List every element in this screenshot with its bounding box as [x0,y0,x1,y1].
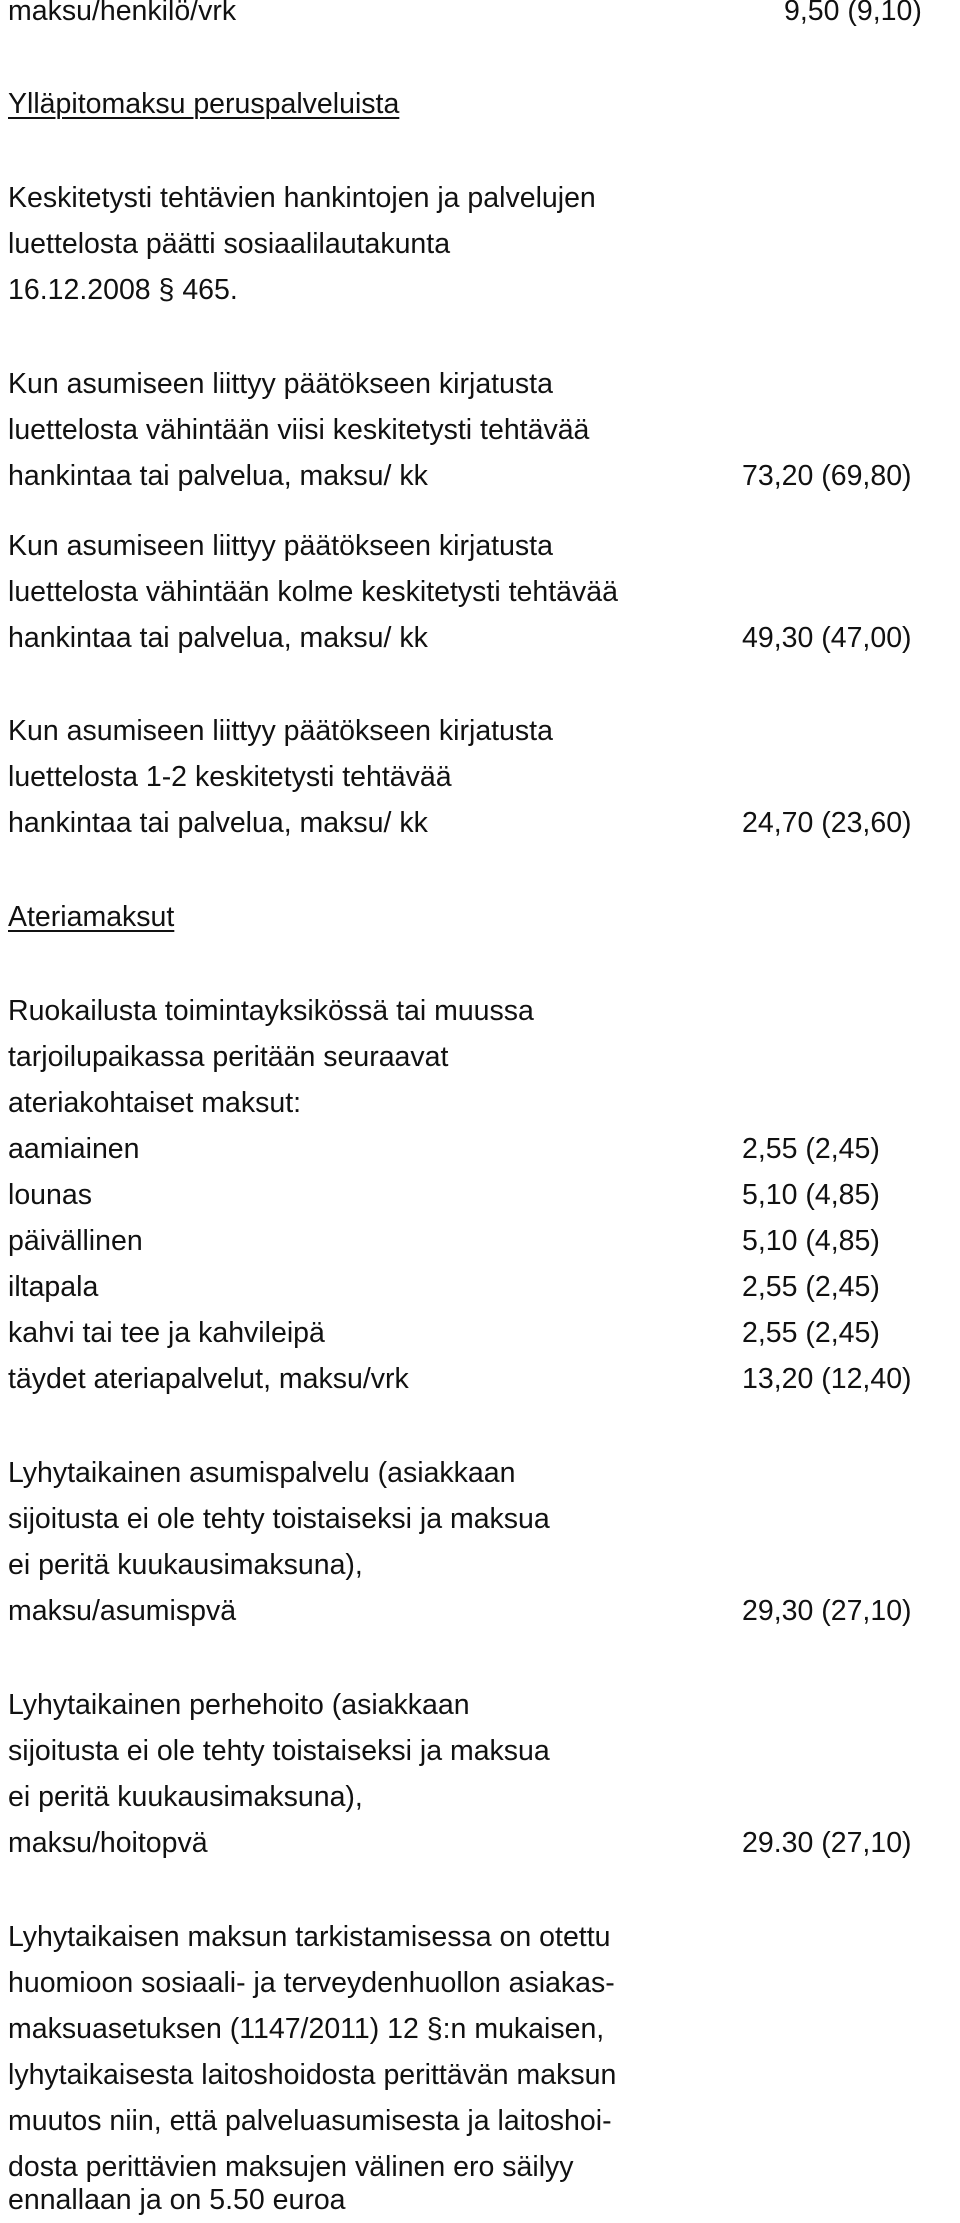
meal-label: lounas [8,1179,92,1211]
text-line: Keskitetysti tehtävien hankintojen ja palvelujen [8,182,596,214]
text-line: Ruokailusta toimintayksikössä tai muussa [8,995,534,1027]
text-line: luettelosta vähintään kolme keskitetysti tehtävää [8,576,618,608]
meal-value: 13,20 (12,40) [742,1363,912,1395]
meal-label: iltapala [8,1271,99,1303]
text-line: sijoitusta ei ole tehty toistaiseksi ja maksua [8,1735,550,1767]
fee-value: 73,20 (69,80) [742,460,912,492]
text-line: luettelosta 1-2 keskitetysti tehtävää [8,761,452,793]
fee-value: 49,30 (47,00) [742,622,912,654]
fee-row [8,453,954,499]
fee-row [8,615,954,661]
fee-label: hankintaa tai palvelua, maksu/ kk [8,807,428,839]
meal-row [8,1126,954,1172]
fee-label: maksu/henkilö/vrk [8,0,237,27]
text-line: Kun asumiseen liittyy päätökseen kirjatusta [8,715,553,747]
meal-row [8,1218,954,1264]
text-line: 16.12.2008 § 465. [8,274,238,306]
meal-value: 5,10 (4,85) [742,1225,880,1257]
fee-value: 29,30 (27,10) [742,1595,912,1627]
text-line: Lyhytaikainen asumispalvelu (asiakkaan [8,1457,516,1489]
text-line: huomioon sosiaali- ja terveydenhuollon asiakas- [8,1967,615,1999]
text-line: ateriakohtaiset maksut: [8,1087,302,1119]
section-heading: Ylläpitomaksu peruspalveluista [8,88,400,120]
meal-row [8,1172,954,1218]
meal-row [8,1264,954,1310]
text-line: lyhytaikaisesta laitoshoidosta perittävän maksun [8,2059,617,2091]
meal-row [8,1356,954,1402]
fee-label: maksu/hoitopvä [8,1827,208,1859]
fee-row [8,800,954,846]
meal-label: aamiainen [8,1133,140,1165]
fee-label: maksu/asumispvä [8,1595,237,1627]
text-line: ei peritä kuukausimaksuna), [8,1781,363,1813]
text-line: Kun asumiseen liittyy päätökseen kirjatusta [8,530,553,562]
meal-value: 5,10 (4,85) [742,1179,880,1211]
text-line: Lyhytaikaisen maksun tarkistamisessa on otettu [8,1921,611,1953]
fee-value: 29.30 (27,10) [742,1827,912,1859]
text-line: ei peritä kuukausimaksuna), [8,1549,363,1581]
meal-row [8,1310,954,1356]
fee-row [8,1588,954,1634]
fee-value: 9,50 (9,10) [784,0,922,27]
meal-value: 2,55 (2,45) [742,1271,880,1303]
meal-label: päivällinen [8,1225,143,1257]
meal-label: kahvi tai tee ja kahvileipä [8,1317,325,1349]
fee-value: 24,70 (23,60) [742,807,912,839]
text-line: sijoitusta ei ole tehty toistaiseksi ja maksua [8,1503,550,1535]
text-line: muutos niin, että palveluasumisesta ja laitoshoi- [8,2105,612,2137]
text-line: Lyhytaikainen perhehoito (asiakkaan [8,1689,470,1721]
text-line: tarjoilupaikassa peritään seuraavat [8,1041,449,1073]
text-line: luettelosta vähintään viisi keskitetysti tehtävää [8,414,590,446]
text-line: maksuasetuksen (1147/2011) 12 §:n mukaisen, [8,2013,605,2045]
text-line: Kun asumiseen liittyy päätökseen kirjatusta [8,368,553,400]
fee-row [8,1820,954,1866]
text-line: dosta perittävien maksujen välinen ero säilyy [8,2151,574,2183]
fee-label: hankintaa tai palvelua, maksu/ kk [8,622,428,654]
section-heading: Ateriamaksut [8,901,175,933]
fee-row [8,0,954,34]
fee-label: hankintaa tai palvelua, maksu/ kk [8,460,428,492]
meal-value: 2,55 (2,45) [742,1133,880,1165]
meal-label: täydet ateriapalvelut, maksu/vrk [8,1363,409,1395]
meal-value: 2,55 (2,45) [742,1317,880,1349]
text-line: luettelosta päätti sosiaalilautakunta [8,228,451,260]
text-line: ennallaan ja on 5.50 euroa [8,2184,346,2216]
